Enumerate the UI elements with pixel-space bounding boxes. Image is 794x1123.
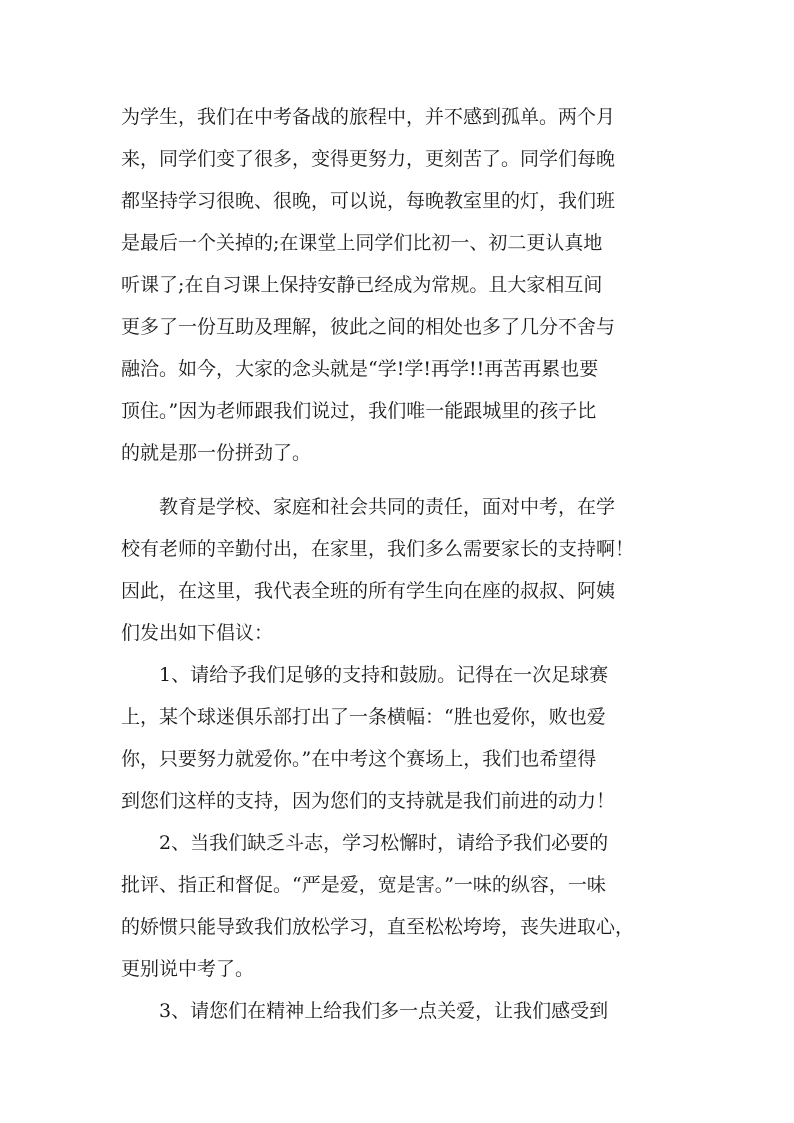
text-line: 都坚持学习很晚、很晚，可以说，每晚教室里的灯，我们班 xyxy=(121,190,616,212)
text-line: 到您们这样的支持，因为您们的支持就是我们前进的动力！ xyxy=(121,790,616,812)
text-line: 融洽。如今，大家的念头就是“学!学!再学!!再苦再累也要 xyxy=(121,358,599,380)
text-line: 来，同学们变了很多，变得更努力，更刻苦了。同学们每晚 xyxy=(121,148,616,170)
text-line: 你，只要努力就爱你。”在中考这个赛场上，我们也希望得 xyxy=(121,748,597,770)
paragraph-first-line: 教育是学校、家庭和社会共同的责任，面对中考，在学 xyxy=(159,496,616,518)
text-line: 们发出如下倡议： xyxy=(121,622,274,644)
text-line: 是最后一个关掉的;在课堂上同学们比初一、初二更认真地 xyxy=(121,232,603,254)
paragraph-gap xyxy=(121,474,677,486)
text-line: 更多了一份互助及理解，彼此之间的相处也多了几分不舍与 xyxy=(121,316,616,338)
document-body xyxy=(121,96,677,1032)
text-line: 的娇惯只能导致我们放松学习，直至松松垮垮，丧失进取心， xyxy=(121,916,635,938)
text-line: 为学生，我们在中考备战的旅程中，并不感到孤单。两个月 xyxy=(121,106,616,128)
text-line: 上，某个球迷俱乐部打出了一条横幅：“胜也爱你，败也爱 xyxy=(121,706,606,728)
paragraph-first-line: 2、当我们缺乏斗志，学习松懈时，请给予我们必要的 xyxy=(159,832,609,854)
text-line: 批评、指正和督促。“严是爱，宽是害。”一味的纵容，一味 xyxy=(121,874,606,896)
text-line: 更别说中考了。 xyxy=(121,958,255,980)
text-line: 听课了;在自习课上保持安静已经成为常规。且大家相互间 xyxy=(121,274,603,296)
text-line: 因此，在这里，我代表全班的所有学生向在座的叔叔、阿姨 xyxy=(121,580,616,602)
paragraph-first-line: 3、请您们在精神上给我们多一点关爱，让我们感受到 xyxy=(159,1000,609,1022)
text-line: 顶住。”因为老师跟我们说过，我们唯一能跟城里的孩子比 xyxy=(121,400,597,422)
text-line: 校有老师的辛勤付出，在家里，我们多么需要家长的支持啊！ xyxy=(121,538,635,560)
paragraph-first-line: 1、请给予我们足够的支持和鼓励。记得在一次足球赛 xyxy=(159,664,609,686)
text-line: 的就是那一份拼劲了。 xyxy=(121,442,312,464)
